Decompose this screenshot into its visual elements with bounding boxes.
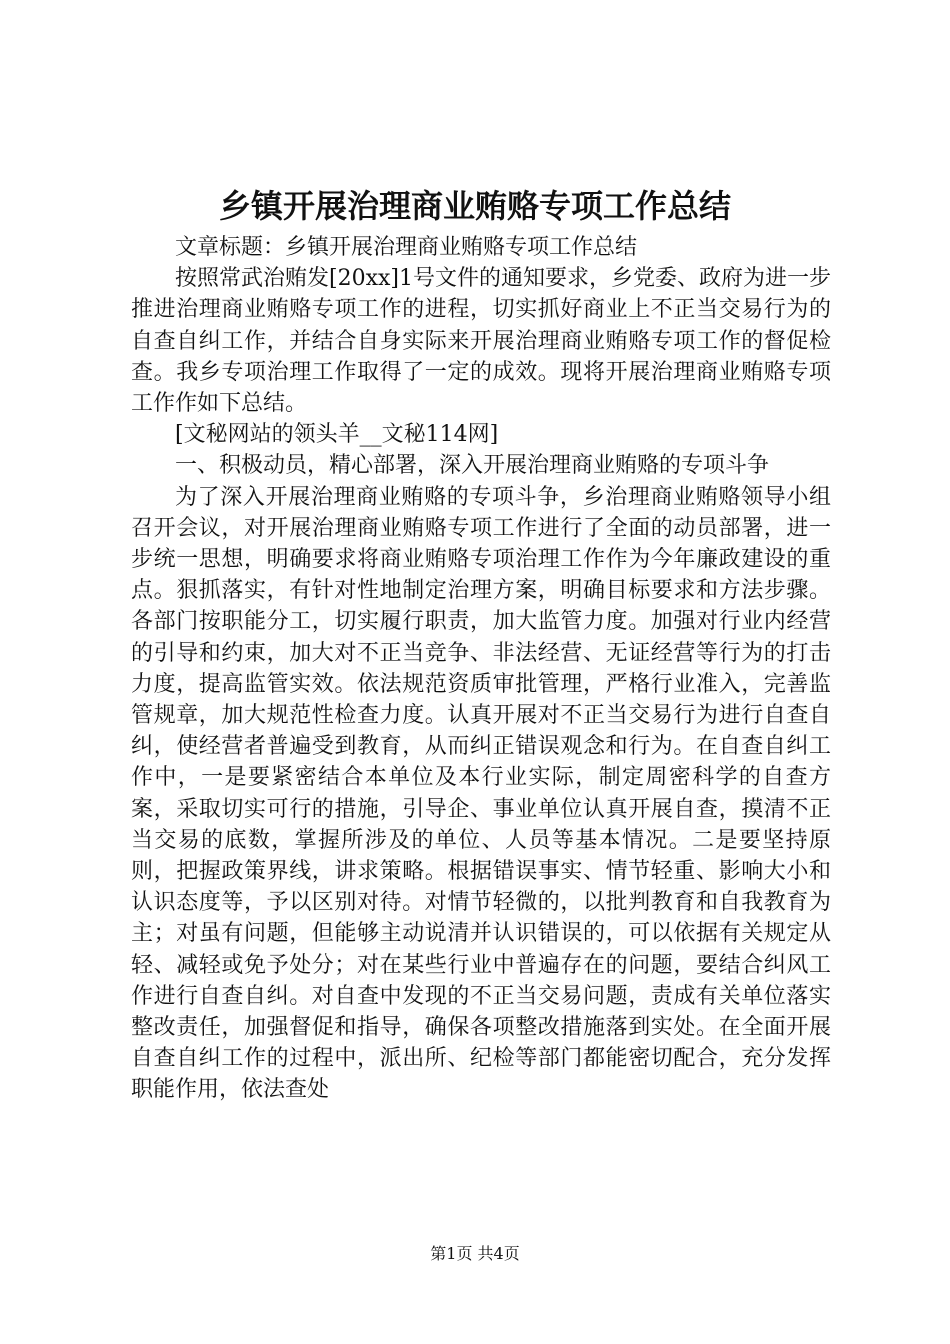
body-paragraph: 为了深入开展治理商业贿赂的专项斗争，乡治理商业贿赂领导小组召开会议，对开展治理商业贿赂专项工作进行了全面的动员部署，进一步统一思想，明确要求将商业贿赂专项治理工作作为今年廉政建设的重点。狠抓落实，有针对性地制定治理方案，明确目标要求和方法步骤。各部门按职能分工，切实履行职责，加大监管力度。加强对行业内经营的引导和约束，加大对不正当竞争、非法经营、无证经营等行为的打击力度，提高监管实效。依法规范资质审批管理，严格行业准入，完善监管规章，加大规范性检查力度。认真开展对不正当交易行为进行自查自纠，使经营者普遍受到教育，从而纠正错误观念和行为。在自查自纠工作中，一是要紧密结合本单位及本行业实际，制定周密科学的自查方案，采取切实可行的措施，引导企、事业单位认真开展自查，摸清不正当交易的底数，掌握所涉及的单位、人员等基本情况。二是要坚持原则，把握政策界线，讲求策略。根据错误事实、情节轻重、影响大小和认识态度等，予以区别对待。对情节轻微的，以批判教育和自我教育为主；对虽有问题，但能够主动说清并认识错误的，可以依据有关规定从轻、减轻或免予处分；对在某些行业中普遍存在的问题，要结合纠风工作进行自查自纠。对自查中发现的不正当交易问题，责成有关单位落实整改责任，加强督促和指导，确保各项整改措施落到实处。在全面开展自查自纠工作的过程中，派出所、纪检等部门都能密切配合，充分发挥职能作用，依法查处 — [131, 484, 831, 1103]
source-note: [文秘网站的领头羊__文秘114网] — [175, 422, 499, 448]
intro-paragraph: 按照常武治贿发[20xx]1号文件的通知要求，乡党委、政府为进一步推进治理商业贿赂专项工作的进程，切实抓好商业上不正当交易行为的自查自纠工作，并结合自身实际来开展治理商业贿赂专项工作的督促检查。我乡专项治理工作取得了一定的成效。现将开展治理商业贿赂专项工作作如下总结。 — [131, 266, 831, 417]
article-title-line: 文章标题：乡镇开展治理商业贿赂专项工作总结 — [175, 235, 638, 260]
document-title: 乡镇开展治理商业贿赂专项工作总结 — [218, 187, 731, 225]
section-heading: 一、积极动员，精心部署，深入开展治理商业贿赂的专项斗争 — [175, 453, 770, 479]
page-footer: 第1页 共4页 — [430, 1244, 520, 1263]
document-body — [131, 232, 831, 1106]
